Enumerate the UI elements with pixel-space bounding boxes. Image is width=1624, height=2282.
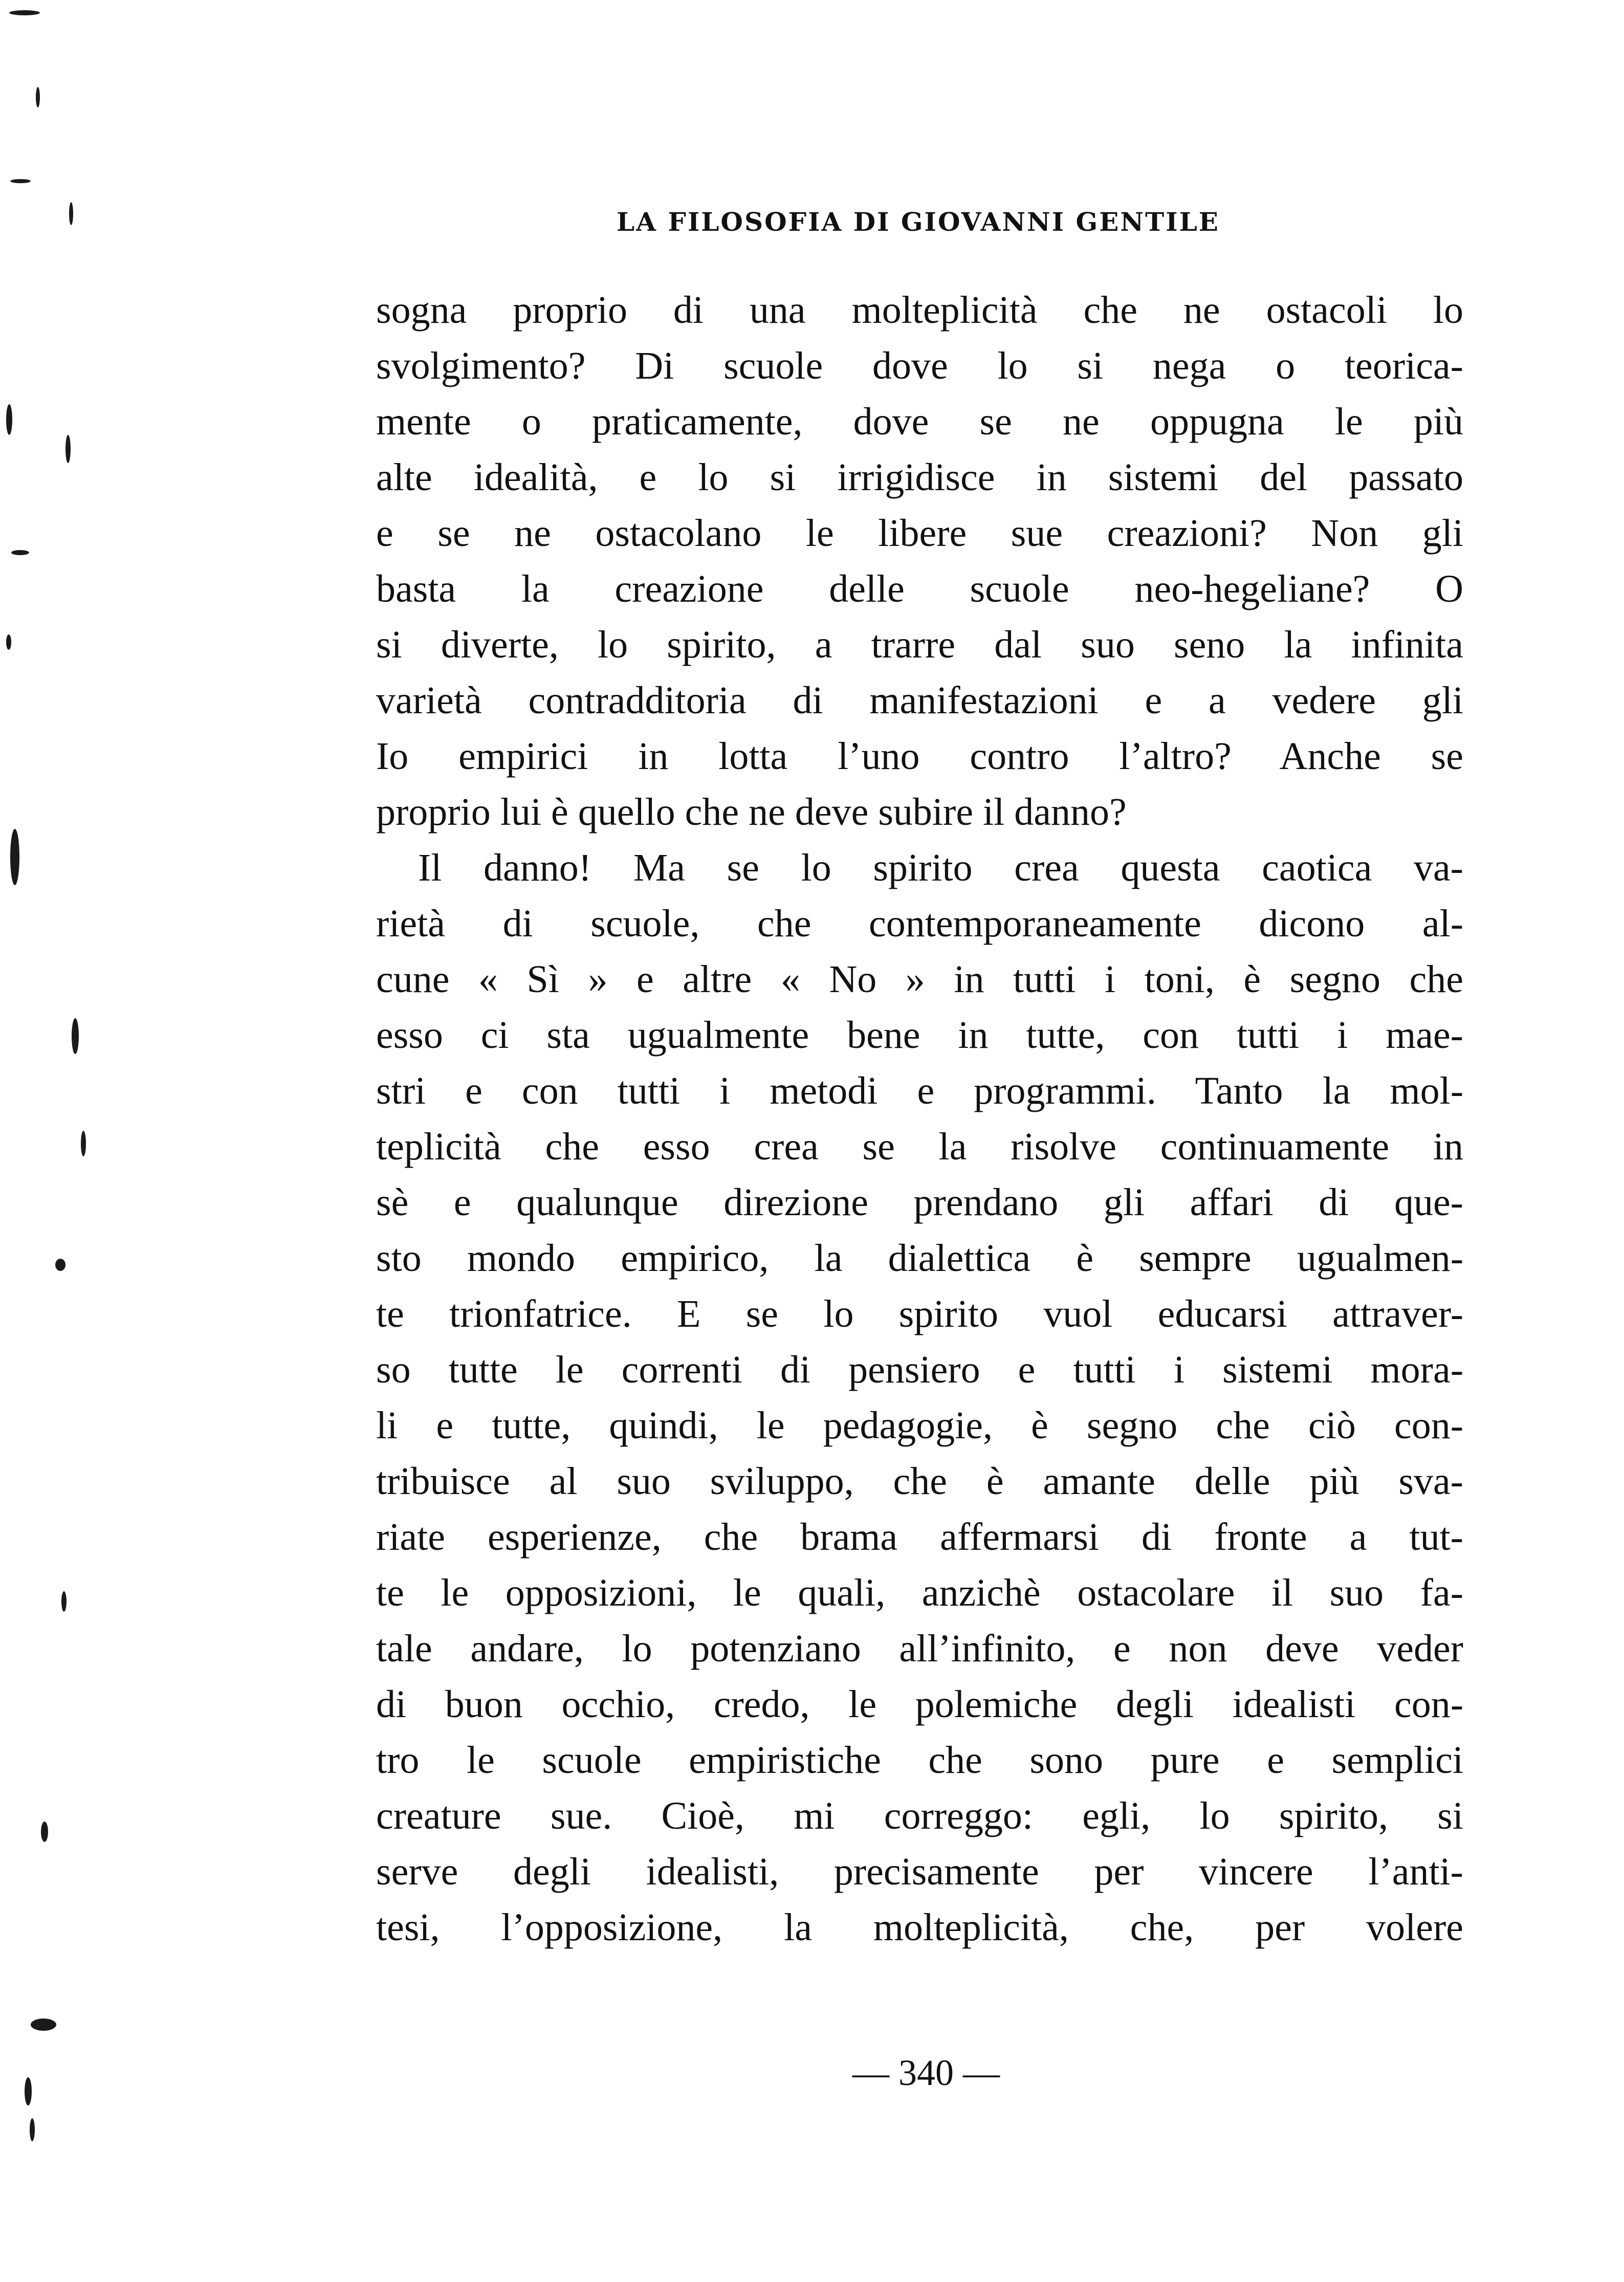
text-line: serve degli idealisti, precisamente per vincere l’anti- (376, 1850, 1463, 1893)
text-line: tribuisce al suo sviluppo, che è amante delle più sva- (376, 1460, 1463, 1503)
text-line: sogna proprio di una molteplicità che ne ostacoli lo (376, 289, 1463, 332)
text-line: e se ne ostacolano le libere sue creazioni? Non gli (376, 512, 1463, 555)
text-line: sè e qualunque direzione prendano gli affari di que- (376, 1181, 1463, 1224)
text-line: si diverte, lo spirito, a trarre dal suo seno la infinita (376, 623, 1463, 666)
text-line: tale andare, lo potenziano all’infinito, e non deve veder (376, 1627, 1463, 1670)
text-line: rietà di scuole, che contemporaneamente dicono al- (376, 902, 1463, 945)
text-line: proprio lui è quello che ne deve subire il danno? (376, 791, 1127, 833)
text-line: riate esperienze, che brama affermarsi di fronte a tut- (376, 1516, 1463, 1559)
paragraph-2 (376, 840, 1463, 1956)
running-header: LA FILOSOFIA DI GIOVANNI GENTILE (617, 207, 1220, 237)
text-line: di buon occhio, credo, le polemiche degli idealisti con- (376, 1683, 1463, 1726)
text-line: tesi, l’opposizione, la molteplicità, che, per volere (376, 1906, 1463, 1949)
text-line: mente o praticamente, dove se ne oppugna le più (376, 400, 1463, 443)
text-line: creature sue. Cioè, mi correggo: egli, lo spirito, si (376, 1794, 1463, 1837)
text-line: li e tutte, quindi, le pedagogie, è segno che ciò con- (376, 1404, 1463, 1447)
paragraph-1 (376, 282, 1463, 840)
text-line: basta la creazione delle scuole neo-hegeliane? O (376, 567, 1463, 610)
text-line: esso ci sta ugualmente bene in tutte, con tutti i mae- (376, 1014, 1463, 1057)
text-line: alte idealità, e lo si irrigidisce in sistemi del passato (376, 456, 1463, 499)
text-line: tro le scuole empiristiche che sono pure e semplici (376, 1739, 1463, 1782)
text-line: svolgimento? Di scuole dove lo si nega o teorica- (376, 344, 1463, 387)
text-line: te le opposizioni, le quali, anzichè ostacolare il suo fa- (376, 1571, 1463, 1614)
text-line: te trionfatrice. E se lo spirito vuol educarsi attraver- (376, 1292, 1463, 1335)
text-line: so tutte le correnti di pensiero e tutti i sistemi mora- (376, 1348, 1463, 1391)
text-line: stri e con tutti i metodi e programmi. Tanto la mol- (376, 1069, 1463, 1112)
text-line: sto mondo empirico, la dialettica è sempre ugualmen- (376, 1237, 1463, 1280)
body-text (376, 282, 1463, 1956)
page-number: — 340 — (852, 2052, 1000, 2093)
text-line: cune « Sì » e altre « No » in tutti i toni, è segno che (376, 958, 1463, 1001)
text-line: Io empirici in lotta l’uno contro l’altro? Anche se (376, 735, 1463, 778)
text-line: Il danno! Ma se lo spirito crea questa caotica va- (418, 846, 1463, 889)
text-line: teplicità che esso crea se la risolve continuamente in (376, 1125, 1463, 1168)
text-line: varietà contradditoria di manifestazioni e a vedere gli (376, 679, 1463, 722)
scan-margin-specks (0, 0, 113, 2282)
